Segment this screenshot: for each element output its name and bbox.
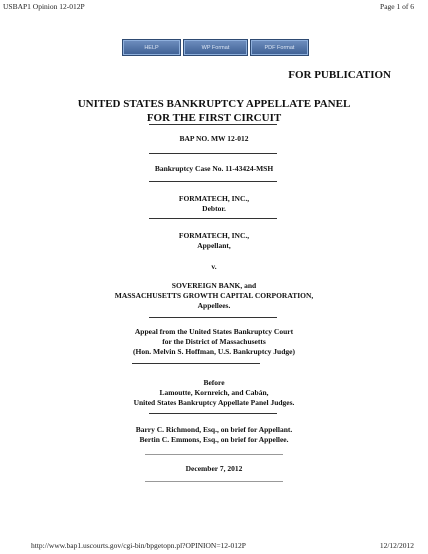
before-block: [0, 378, 428, 408]
appeal-line-2: for the District of Massachusetts: [162, 337, 266, 346]
divider: [132, 363, 260, 364]
page-header-page-number: Page 1 of 6: [380, 2, 414, 11]
bap-number: [0, 134, 428, 144]
decision-date-text: December 7, 2012: [185, 464, 243, 473]
debtor-role: Debtor.: [202, 204, 226, 213]
divider: [149, 124, 277, 125]
before-label: Before: [203, 378, 225, 387]
divider: [149, 413, 277, 414]
divider: [149, 153, 277, 154]
bap-number-text: BAP NO. MW 12-012: [179, 134, 249, 143]
publication-label: FOR PUBLICATION: [288, 69, 391, 81]
debtor-name: FORMATECH, INC.,: [178, 194, 250, 203]
divider: [149, 181, 277, 182]
decision-date: [0, 464, 428, 474]
court-title-line-1: UNITED STATES BANKRUPTCY APPELLATE PANEL: [77, 98, 351, 110]
divider: [145, 454, 283, 455]
counsel-appellee: Bertin C. Emmons, Esq., on brief for Appellee.: [139, 435, 289, 444]
appeal-line-3: (Hon. Melvin S. Hoffman, U.S. Bankruptcy Judge): [133, 347, 295, 356]
judges: Lamoutte, Kornreich, and Cabán,: [159, 388, 269, 397]
court-title: [0, 97, 428, 125]
appellant-name: FORMATECH, INC.,: [178, 231, 250, 240]
versus-text: v.: [211, 262, 217, 271]
page-header-title: USBAP1 Opinion 12-012P: [3, 2, 85, 11]
appellee-2: MASSACHUSETTS GROWTH CAPITAL CORPORATION,: [114, 291, 314, 300]
court-title-line-2: FOR THE FIRST CIRCUIT: [146, 112, 282, 124]
appellant-role: Appellant,: [197, 241, 231, 250]
divider: [149, 317, 277, 318]
divider: [145, 481, 283, 482]
case-number-text: Bankruptcy Case No. 11-43424-MSH: [154, 164, 274, 173]
panel-description: United States Bankruptcy Appellate Panel Judges.: [133, 398, 295, 407]
appellees-block: [0, 281, 428, 311]
divider: [149, 218, 277, 219]
footer-date: 12/12/2012: [379, 541, 414, 550]
appellees-role: Appellees.: [197, 301, 231, 310]
appellee-1: SOVEREIGN BANK, and: [171, 281, 257, 290]
versus: [0, 262, 428, 272]
appeal-block: [0, 327, 428, 357]
appellant-block: [0, 231, 428, 251]
counsel-block: [0, 425, 428, 445]
pdf-format-button[interactable]: PDF Format: [250, 39, 309, 56]
format-button-bar: [122, 39, 309, 56]
wp-format-button[interactable]: WP Format: [183, 39, 248, 56]
appeal-line-1: Appeal from the United States Bankruptcy Court: [134, 327, 294, 336]
help-button[interactable]: HELP: [122, 39, 181, 56]
footer-url: http://www.bap1.uscourts.gov/cgi-bin/bpgetopn.pl?OPINION=12-012P: [31, 541, 246, 550]
counsel-appellant: Barry C. Richmond, Esq., on brief for Appellant.: [135, 425, 293, 434]
debtor-block: [0, 194, 428, 214]
case-number: [0, 164, 428, 174]
